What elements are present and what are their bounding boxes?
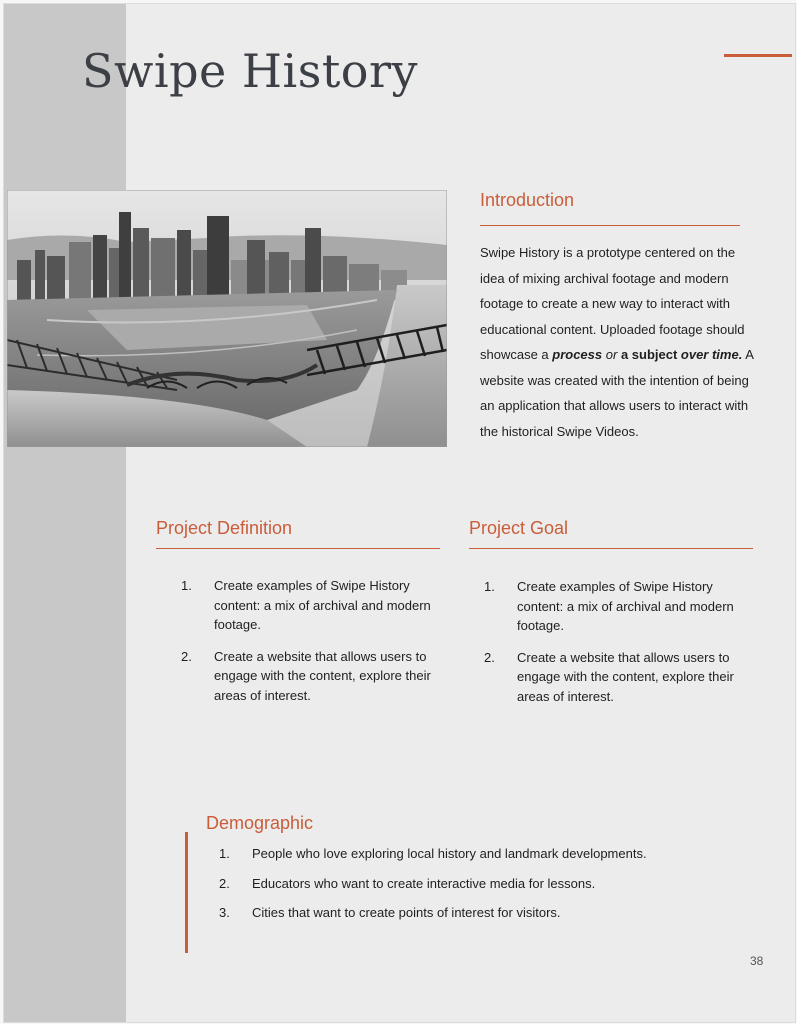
list-item-text: Create a website that allows users to engage with the content, explore their areas of interest. bbox=[517, 649, 734, 704]
introduction-text bbox=[480, 240, 762, 444]
list-item-text: People who love exploring local history and landmark developments. bbox=[252, 846, 647, 861]
list-item-number: 3. bbox=[219, 905, 230, 920]
list-item bbox=[219, 844, 647, 864]
introduction-emph-process: process bbox=[552, 347, 603, 362]
list-item-text: Educators who want to create interactive media for lessons. bbox=[252, 875, 596, 891]
introduction-bold-subject: a subject bbox=[620, 347, 678, 362]
project-goal-rule bbox=[469, 548, 753, 549]
document-page bbox=[3, 3, 796, 1023]
list-item-text: Create a website that allows users to engage with the content, explore their areas of interest. bbox=[214, 648, 431, 703]
list-item-number: 1. bbox=[484, 579, 495, 594]
list-item-text: Cities that want to create points of interest for visitors. bbox=[252, 905, 561, 920]
list-item-number: 1. bbox=[181, 578, 192, 593]
project-definition-list bbox=[181, 576, 443, 717]
list-item bbox=[484, 648, 746, 707]
project-goal-heading: Project Goal bbox=[469, 518, 569, 538]
archival-city-bridge-photo bbox=[7, 190, 447, 447]
list-item bbox=[181, 647, 443, 706]
project-definition-heading: Project Definition bbox=[156, 518, 293, 538]
side-band bbox=[4, 4, 126, 1022]
introduction-text-part2: A website was created with the intention of being an application that allows users to interact with the historical Swipe Videos. bbox=[480, 347, 754, 439]
list-item bbox=[484, 577, 746, 636]
list-item bbox=[219, 903, 647, 923]
demographic-heading: Demographic bbox=[206, 813, 314, 833]
list-item-number: 2. bbox=[484, 649, 495, 665]
project-goal-list bbox=[484, 577, 746, 718]
demographic-list bbox=[219, 844, 647, 933]
list-item-text: Create examples of Swipe History content: a mix of archival and modern footage. bbox=[214, 578, 431, 632]
page-title: Swipe History bbox=[82, 44, 418, 98]
top-accent-line bbox=[724, 54, 792, 57]
introduction-emph-over-time: over time. bbox=[677, 347, 743, 362]
introduction-heading: Introduction bbox=[480, 190, 575, 210]
page-number: 38 bbox=[750, 954, 764, 968]
demographic-accent-bar bbox=[185, 832, 188, 953]
list-item bbox=[219, 874, 647, 894]
list-item bbox=[181, 576, 443, 635]
introduction-word-or: or bbox=[602, 347, 621, 362]
list-item-number: 2. bbox=[219, 875, 230, 891]
list-item-number: 1. bbox=[219, 846, 230, 861]
introduction-text-part1: Swipe History is a prototype centered on the idea of mixing archival footage and modern footage to create a new way to interact with educational content. Uploaded footage should showcase a bbox=[480, 245, 745, 362]
introduction-rule bbox=[480, 225, 740, 226]
project-definition-rule bbox=[156, 548, 440, 549]
list-item-text: Create examples of Swipe History content: a mix of archival and modern footage. bbox=[517, 579, 734, 633]
list-item-number: 2. bbox=[181, 648, 192, 664]
